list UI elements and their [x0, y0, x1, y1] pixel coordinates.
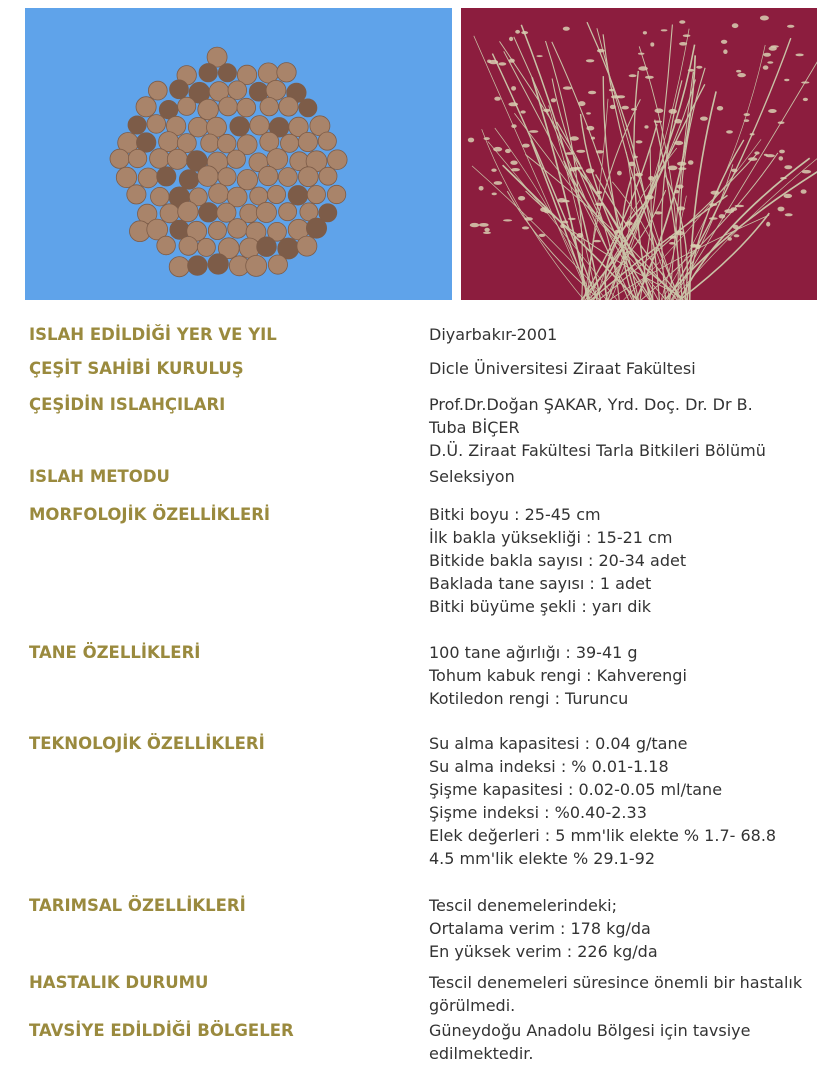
plant-pod: [655, 211, 663, 214]
plant-pod: [492, 193, 497, 196]
value-line: Bitkide bakla sayısı : 20-34 adet: [429, 551, 687, 570]
plant-pod: [479, 223, 489, 227]
seed-shape: [259, 166, 278, 185]
plant-pod: [508, 102, 518, 106]
plant-pod: [635, 173, 643, 177]
plant-pod: [479, 186, 484, 191]
plant-pod: [609, 89, 614, 91]
plant-pod: [610, 105, 616, 109]
plant-pod: [764, 154, 768, 156]
plant-pod: [802, 170, 811, 174]
plant-pod: [711, 191, 720, 195]
plant-pod: [668, 166, 678, 171]
plant-pod: [470, 223, 479, 227]
value-line: Dicle Üniversitesi Ziraat Fakültesi: [429, 359, 696, 378]
plant-pod: [522, 144, 530, 148]
plant-pod: [726, 130, 733, 133]
value-grain-traits: [429, 638, 834, 710]
seed-shape: [227, 150, 245, 168]
plant-pod: [521, 31, 528, 34]
seed-shape: [188, 256, 208, 276]
plant-pod: [778, 121, 785, 124]
seed-shape: [188, 117, 208, 137]
seed-shape: [128, 149, 146, 167]
plant-pod: [560, 224, 565, 228]
plant-pod: [733, 225, 739, 229]
plant-pod: [524, 217, 533, 221]
seed-shape: [219, 97, 238, 116]
plant-pod: [669, 236, 676, 239]
value-technological-traits: [429, 729, 834, 870]
plant-pod: [655, 108, 664, 113]
seed-shape: [228, 81, 247, 100]
plant-pod: [591, 137, 595, 140]
plant-pod: [784, 165, 792, 169]
plant-pod: [669, 242, 675, 245]
seed-shape: [277, 63, 296, 82]
plant-pod: [515, 30, 520, 34]
value-line: 4.5 mm'lik elekte % 29.1-92: [429, 849, 655, 868]
seed-shape: [178, 97, 196, 115]
plant-pod: [636, 140, 643, 143]
plant-pod: [491, 169, 496, 172]
plant-pod: [784, 194, 793, 198]
plant-pod: [536, 55, 542, 57]
plant-pod: [760, 16, 769, 21]
plant-pod: [586, 168, 595, 173]
plant-pod: [696, 66, 702, 69]
seed-shape: [128, 116, 146, 134]
seed-shape: [307, 186, 325, 204]
plant-pod: [593, 240, 601, 242]
plant-pod: [767, 61, 773, 64]
value-line: Elek değerleri : 5 mm'lik elekte % 1.7- 68.8: [429, 826, 777, 845]
row-recommended-regions: [29, 1016, 834, 1066]
plant-pod: [577, 233, 584, 238]
row-grain-traits: [29, 638, 834, 729]
row-breeders: [29, 390, 834, 462]
plant-pod: [631, 108, 637, 111]
plant-pod: [661, 29, 668, 31]
plant-pod: [511, 124, 516, 128]
plant-photo-graphic: [461, 8, 817, 300]
plant-pod: [615, 230, 621, 234]
seed-photo: [25, 8, 452, 300]
plant-pod: [596, 191, 603, 194]
seed-shape: [110, 149, 129, 168]
value-line: Ortalama verim : 178 kg/da: [429, 919, 651, 938]
label-technological-traits: TEKNOLOJİK ÖZELLİKLERİ: [29, 734, 265, 753]
plant-pod: [737, 73, 746, 77]
value-line: Su alma indeksi : % 0.01-1.18: [429, 757, 669, 776]
plant-pod: [787, 25, 794, 28]
plant-pod: [638, 66, 648, 70]
seed-shape: [167, 149, 187, 169]
plant-pod: [669, 109, 677, 114]
plant-pod: [677, 162, 686, 166]
seed-shape: [148, 81, 167, 100]
seed-shape: [230, 117, 249, 136]
row-morphological-traits: [29, 500, 834, 638]
seed-shape: [319, 167, 337, 185]
seed-shape: [218, 64, 236, 82]
seed-shape: [257, 237, 277, 257]
plant-pod: [570, 136, 579, 140]
plant-pod: [597, 49, 605, 53]
value-line: En yüksek verim : 226 kg/da: [429, 942, 658, 961]
label-breeding-method: ISLAH METODU: [29, 467, 170, 486]
plant-pod: [629, 162, 635, 167]
label-breeding-place-year: ISLAH EDİLDİĞİ YER VE YIL: [29, 325, 277, 344]
plant-pod: [596, 150, 604, 153]
plant-pod: [678, 167, 686, 170]
seed-shape: [268, 255, 287, 274]
plant-pod: [487, 60, 491, 63]
seed-shape: [150, 149, 170, 169]
plant-photo: [461, 8, 817, 300]
seed-shape: [151, 187, 170, 206]
seed-shape: [136, 97, 156, 117]
plant-pod: [625, 221, 633, 225]
plant-pod: [622, 106, 629, 110]
value-line: D.Ü. Ziraat Fakültesi Tarla Bitkileri Bölümü: [429, 441, 766, 460]
plant-pod: [498, 62, 506, 65]
seed-shape: [160, 204, 179, 223]
plant-pod: [676, 231, 685, 235]
seed-shape: [170, 80, 189, 99]
plant-pod: [494, 97, 500, 101]
plant-pod: [734, 234, 740, 237]
plant-pod: [654, 121, 662, 123]
plant-pod: [779, 150, 785, 154]
seed-shape: [267, 185, 285, 203]
plant-pod: [683, 34, 691, 37]
seed-shape: [199, 203, 218, 222]
value-line: Baklada tane sayısı : 1 adet: [429, 574, 652, 593]
value-line: Tohum kabuk rengi : Kahverengi: [429, 666, 687, 685]
plant-pod: [551, 98, 556, 102]
plant-pod: [588, 91, 596, 95]
plant-pod: [511, 168, 520, 171]
value-line: Bitki boyu : 25-45 cm: [429, 505, 601, 524]
seed-shape: [281, 134, 299, 152]
plant-pod: [587, 126, 595, 131]
plant-pod: [544, 210, 550, 214]
seed-shape: [288, 186, 308, 206]
label-disease-status: HASTALIK DURUMU: [29, 973, 209, 992]
plant-pod: [700, 117, 708, 121]
plant-pod: [522, 226, 529, 229]
plant-pod: [509, 37, 513, 41]
plant-pod: [736, 70, 741, 73]
plant-pod: [568, 218, 576, 220]
plant-pod: [677, 185, 684, 189]
seed-shape: [299, 99, 317, 117]
seed-shape: [116, 167, 136, 187]
seed-shape: [198, 166, 219, 187]
plant-pod: [539, 234, 546, 237]
plant-pod: [709, 203, 717, 206]
plant-pod: [750, 133, 755, 135]
plant-pod: [674, 141, 683, 145]
seed-shape: [328, 150, 348, 170]
plant-pod: [520, 110, 525, 113]
seed-shape: [218, 168, 236, 186]
plant-pod: [586, 112, 591, 114]
seed-shape: [279, 97, 298, 116]
plant-pod: [732, 23, 739, 28]
plant-pod: [575, 167, 580, 169]
seed-shape: [208, 221, 226, 239]
seed-shape: [208, 254, 228, 274]
label-breeders: ÇEŞİDİN ISLAHÇILARI: [29, 395, 226, 414]
value-line: Tescil denemelerindeki;: [429, 896, 617, 915]
plant-pod: [721, 40, 727, 44]
plant-pod: [563, 86, 572, 89]
plant-pod: [617, 95, 625, 98]
value-line: Şişme indeksi : %0.40-2.33: [429, 803, 647, 822]
value-line: 100 tane ağırlığı : 39-41 g: [429, 643, 638, 662]
plant-pod: [563, 27, 570, 31]
value-line: Su alma kapasitesi : 0.04 g/tane: [429, 734, 688, 753]
seed-shape: [279, 203, 297, 221]
value-line: Kotiledon rengi : Turuncu: [429, 689, 629, 708]
plant-pod: [509, 59, 515, 63]
plant-pod: [679, 20, 685, 24]
value-line: Seleksiyon: [429, 467, 515, 486]
row-disease-status: [29, 968, 834, 1016]
value-line: Şişme kapasitesi : 0.02-0.05 ml/tane: [429, 780, 723, 799]
label-grain-traits: TANE ÖZELLİKLERİ: [29, 643, 201, 662]
plant-pod: [779, 156, 784, 160]
value-breeders: [429, 390, 834, 462]
plant-pod: [484, 228, 489, 232]
seed-shape: [217, 134, 236, 153]
seed-shape: [298, 132, 317, 151]
plant-pod: [780, 177, 787, 179]
plant-pod: [801, 81, 809, 83]
plant-pod: [558, 198, 566, 203]
seed-shape: [127, 185, 146, 204]
value-morphological-traits: [429, 500, 834, 618]
plant-pod: [731, 207, 738, 211]
label-agricultural-traits: TARIMSAL ÖZELLİKLERİ: [29, 896, 246, 915]
seed-shape: [298, 167, 318, 187]
plant-pod: [617, 171, 622, 176]
plant-pod: [576, 150, 585, 153]
plant-pod: [643, 31, 647, 34]
seed-shape: [199, 63, 217, 81]
seed-photo-graphic: [25, 8, 452, 300]
seed-shape: [147, 115, 166, 134]
plant-pod: [785, 213, 793, 216]
seed-shape: [256, 202, 276, 222]
plant-pod: [586, 59, 594, 62]
plant-pod: [562, 221, 569, 224]
seed-shape: [157, 236, 176, 255]
row-breeding-method: [29, 462, 834, 500]
seed-shape: [306, 218, 326, 238]
plant-pod: [763, 65, 769, 69]
seed-shape: [201, 134, 219, 152]
value-variety-owner: [429, 354, 834, 380]
plant-pod: [529, 130, 538, 133]
value-breeding-method: [429, 462, 834, 488]
plant-pod: [692, 244, 701, 247]
seed-shape: [297, 236, 317, 256]
label-morphological-traits: MORFOLOJİK ÖZELLİKLERİ: [29, 505, 271, 524]
seed-shape: [250, 116, 269, 135]
plant-pod: [677, 206, 686, 210]
seed-shape: [327, 185, 345, 203]
value-line: Tuba BİÇER: [429, 418, 520, 437]
plant-pod: [645, 195, 654, 200]
row-agricultural-traits: [29, 891, 834, 968]
plant-pod: [688, 160, 694, 165]
plant-pod: [650, 42, 654, 46]
value-recommended-regions: [429, 1016, 834, 1065]
plant-pod: [778, 207, 785, 212]
plant-pod: [510, 161, 517, 165]
plant-pod: [728, 237, 732, 241]
plant-pod: [717, 106, 723, 111]
plant-pod: [766, 222, 770, 227]
plant-pod: [803, 98, 808, 101]
plant-pod: [674, 190, 679, 194]
seed-shape: [237, 170, 257, 190]
seed-shape: [260, 98, 278, 116]
label-variety-owner: ÇEŞİT SAHİBİ KURULUŞ: [29, 359, 244, 378]
seed-shape: [246, 255, 267, 276]
seed-shape: [228, 219, 248, 239]
seed-shape: [179, 170, 198, 189]
plant-pod: [595, 203, 604, 206]
value-line: Güneydoğu Anadolu Bölgesi için tavsiye edilmektedir.: [429, 1021, 751, 1063]
plant-pod: [744, 119, 749, 122]
plant-pod: [634, 156, 638, 158]
plant-pod: [493, 147, 502, 152]
seed-shape: [279, 168, 298, 187]
seed-shape: [209, 184, 229, 204]
value-disease-status: [429, 968, 834, 1017]
seed-shape: [237, 98, 256, 117]
value-breeding-place-year: [429, 320, 834, 346]
value-line: Bitki büyüme şekli : yarı dik: [429, 597, 652, 616]
plant-pod: [638, 53, 645, 55]
plant-pod: [543, 109, 550, 112]
plant-pod: [644, 125, 648, 128]
label-recommended-regions: TAVSİYE EDİLDİĞİ BÖLGELER: [29, 1021, 294, 1040]
plant-pod: [648, 176, 654, 181]
value-line: Diyarbakır-2001: [429, 325, 558, 344]
plant-pod: [483, 232, 491, 234]
plant-pod: [748, 157, 757, 161]
value-line: Tescil denemeleri süresince önemli bir hastalık görülmedi.: [429, 973, 803, 1015]
plant-pod: [565, 152, 573, 155]
plant-pod: [494, 181, 503, 185]
seed-shape: [318, 132, 336, 150]
plant-pod: [744, 113, 750, 116]
row-variety-owner: [29, 354, 834, 390]
seed-shape: [179, 237, 198, 256]
seed-shape: [198, 99, 219, 120]
value-line: İlk bakla yüksekliği : 15-21 cm: [429, 528, 673, 547]
plant-pod: [503, 219, 512, 221]
seed-shape: [169, 257, 189, 277]
plant-pod: [731, 169, 737, 173]
plant-pod: [645, 76, 654, 79]
plant-pod: [518, 196, 525, 201]
plant-pod: [468, 138, 474, 143]
plant-pod: [768, 109, 777, 113]
plant-pod: [629, 74, 637, 77]
plant-pod: [723, 49, 727, 54]
plant-pod: [754, 151, 759, 154]
value-line: Prof.Dr.Doğan ŞAKAR, Yrd. Doç. Dr. Dr B.: [429, 395, 753, 414]
plant-pod: [674, 119, 681, 124]
plant-pod: [505, 149, 511, 153]
variety-info-table: [29, 320, 834, 1066]
plant-pod: [795, 54, 803, 57]
plant-pod: [578, 101, 585, 106]
seed-shape: [138, 168, 158, 188]
plant-pod: [719, 214, 726, 218]
plant-pod: [784, 79, 789, 81]
value-agricultural-traits: [429, 891, 834, 963]
plant-pod: [735, 205, 745, 207]
row-technological-traits: [29, 729, 834, 891]
seed-shape: [197, 238, 215, 256]
row-breeding-place-year: [29, 320, 834, 354]
seed-shape: [178, 201, 198, 221]
plant-pod: [763, 53, 771, 57]
plant-pod: [801, 189, 807, 193]
plant-pod: [688, 69, 695, 72]
plant-pod: [511, 86, 516, 91]
seed-shape: [157, 167, 176, 186]
plant-pod: [484, 137, 490, 140]
plant-pod: [769, 46, 777, 50]
plant-pod: [709, 217, 718, 219]
plant-pod: [679, 42, 687, 46]
